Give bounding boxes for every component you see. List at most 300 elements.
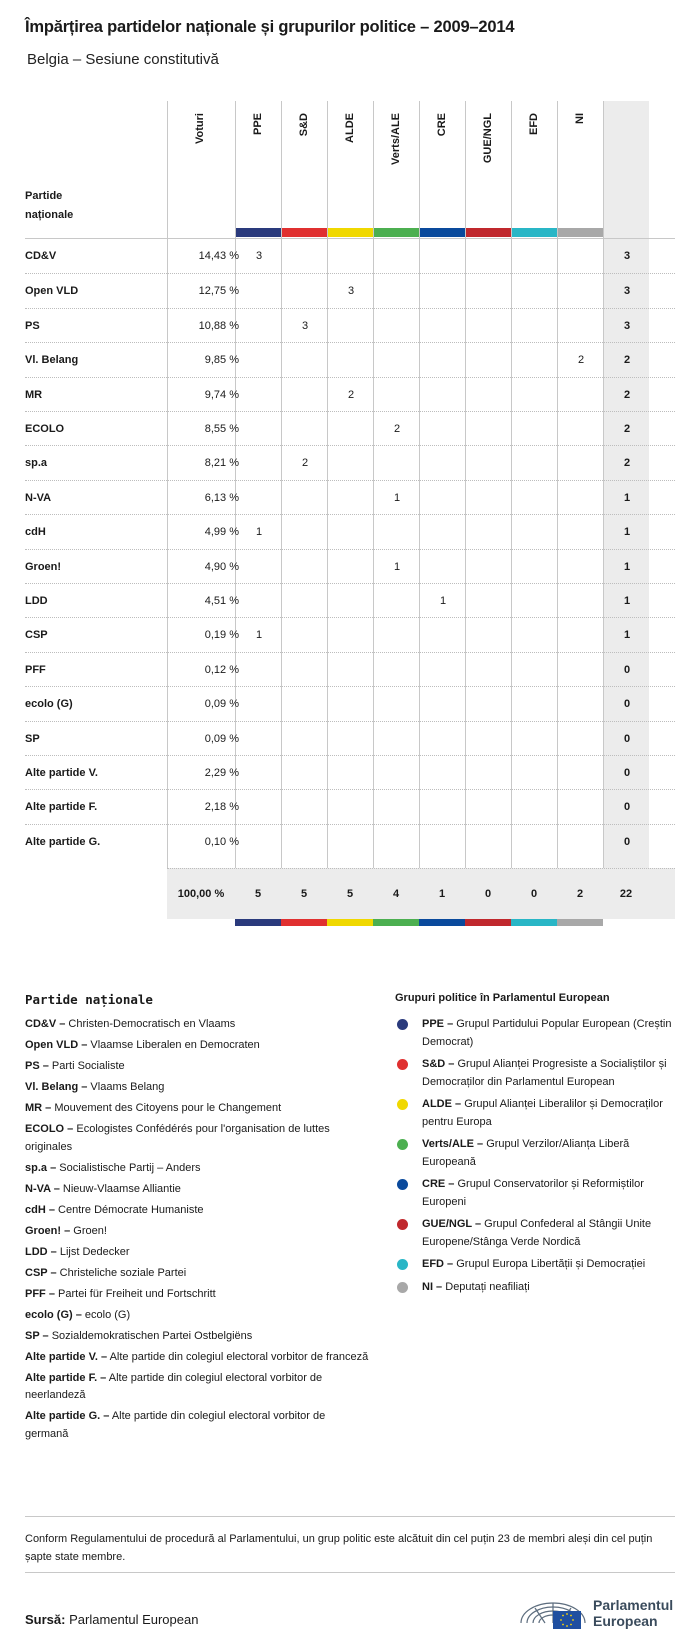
- vote-share: 8,55 %: [204, 423, 239, 435]
- european-parliament-hemicycle-icon: [517, 1593, 589, 1631]
- group-seats: [281, 274, 329, 309]
- group-seats: [281, 412, 329, 447]
- group-total-seats: 0: [484, 888, 492, 900]
- table-row: [25, 480, 675, 516]
- group-seats: [281, 790, 329, 825]
- group-seats: [327, 756, 375, 791]
- group-legend-item: [395, 1256, 680, 1274]
- group-seats: [557, 550, 605, 585]
- group-seats: [419, 515, 467, 550]
- votes-column-header-label: Voturi: [194, 113, 206, 144]
- party-legend-item: [25, 1244, 370, 1262]
- party-name: Alte partide F.: [25, 801, 98, 814]
- group-seats: 2: [301, 457, 309, 470]
- group-column-header: [327, 113, 375, 223]
- group-seats: [465, 274, 513, 309]
- group-seats: [327, 343, 375, 378]
- group-color-dot-icon: [397, 1019, 408, 1030]
- source: [25, 1612, 198, 1627]
- party-legend-abbr: PFF –: [25, 1287, 55, 1300]
- party-legend-abbr: cdH –: [25, 1203, 55, 1216]
- vote-share: 2,18 %: [204, 801, 239, 814]
- group-seats: [235, 343, 283, 378]
- group-seats: [281, 343, 329, 378]
- total-seats: 2: [623, 423, 631, 435]
- group-seats: 1: [393, 491, 401, 504]
- party-legend-item: [25, 1286, 370, 1304]
- group-seats: [281, 481, 329, 516]
- group-color-bar: [557, 228, 603, 237]
- group-seats: 3: [301, 319, 309, 332]
- group-seats: [557, 378, 605, 413]
- group-seats: [373, 790, 421, 825]
- party-name: N-VA: [25, 491, 52, 504]
- vote-share: 6,13 %: [204, 491, 239, 504]
- group-seats: [557, 653, 605, 688]
- party-legend-abbr: N-VA –: [25, 1182, 60, 1195]
- group-seats: [373, 378, 421, 413]
- group-seats: [281, 618, 329, 653]
- total-seats: 0: [623, 698, 631, 711]
- group-seats: [327, 515, 375, 550]
- group-total-seats: 4: [392, 888, 400, 900]
- group-seats: [235, 446, 283, 481]
- party-legend-name: Socialistische Partij – Anders: [59, 1161, 201, 1174]
- group-seats: [465, 687, 513, 722]
- party-legend-abbr: Alte partide V. –: [25, 1350, 108, 1363]
- party-legend-abbr: PS –: [25, 1060, 49, 1072]
- european-parliament-logo: [517, 1593, 677, 1631]
- group-total-seats: 5: [254, 888, 262, 900]
- party-name: Alte partide V.: [25, 767, 98, 779]
- vote-share: 14,43 %: [198, 250, 239, 262]
- group-seats: [327, 550, 375, 585]
- group-seats: [281, 378, 329, 413]
- party-name: cdH: [25, 526, 46, 539]
- party-name: Vl. Belang: [25, 354, 79, 367]
- group-legend-name: Grupul Alianței Progresiste a Socialiștilor și Democraților din Parlamentul European: [422, 1058, 667, 1088]
- group-legend-abbr: Verts/ALE –: [422, 1138, 484, 1150]
- party-legend-name: Ecologistes Confédérés pour l'organisation de luttes originales: [25, 1123, 330, 1153]
- group-seats: [327, 653, 375, 688]
- group-seats: [281, 584, 329, 619]
- group-seats: [465, 343, 513, 378]
- source-label: Sursă:: [25, 1612, 66, 1627]
- party-legend-name: Mouvement des Citoyens pour le Changement: [54, 1102, 282, 1114]
- group-seats: [235, 825, 283, 860]
- group-seats: [419, 756, 467, 791]
- group-color-bar: [465, 228, 511, 237]
- group-column-header: [281, 113, 329, 223]
- party-legend-name: Lijst Dedecker: [59, 1245, 130, 1258]
- page-title: Împărțirea partidelor naționale și grupurilor politice – 2009–2014: [25, 18, 515, 36]
- group-legend-item: [395, 1016, 680, 1051]
- group-seats: [419, 274, 467, 309]
- group-legend-abbr: GUE/NGL –: [422, 1218, 482, 1230]
- party-legend-abbr: ECOLO –: [25, 1123, 74, 1135]
- group-total-seats: 2: [576, 888, 584, 900]
- group-seats: [465, 825, 513, 860]
- footnote: Conform Regulamentului de procedură al Parlamentului, un grup politic este alcătuit din cel puțin 23 de membri aleși din cel puțin șapte state membre.: [25, 1533, 653, 1563]
- group-seats: [557, 274, 605, 309]
- group-seats: [557, 790, 605, 825]
- party-legend-abbr: SP –: [25, 1329, 49, 1342]
- total-votes: 100,00 %: [177, 888, 225, 900]
- group-seats: [419, 687, 467, 722]
- group-seats: 1: [255, 526, 263, 539]
- group-seats: [465, 722, 513, 757]
- group-seats: [465, 756, 513, 791]
- vote-share: 4,51 %: [204, 595, 239, 607]
- party-legend-item: [25, 1100, 370, 1118]
- group-seats: [419, 653, 467, 688]
- group-seats: [465, 515, 513, 550]
- group-total-seats: 0: [530, 888, 538, 900]
- table-row: [25, 583, 675, 619]
- note-divider: [25, 1516, 675, 1517]
- group-seats: [235, 790, 283, 825]
- group-seats: [465, 239, 513, 274]
- party-name: CSP: [25, 629, 48, 642]
- group-total-seats: 5: [346, 888, 354, 900]
- group-seats: [419, 790, 467, 825]
- group-column-header-label: S&D: [298, 113, 310, 137]
- group-seats: [235, 378, 283, 413]
- vote-share: 2,29 %: [204, 767, 239, 779]
- group-seats: [373, 239, 421, 274]
- group-seats: [511, 790, 559, 825]
- group-seats: 1: [255, 629, 263, 642]
- group-seats: [511, 653, 559, 688]
- vote-share: 0,19 %: [204, 629, 239, 642]
- vote-share: 12,75 %: [198, 285, 239, 298]
- group-legend-name: Grupul Europa Libertății și Democrației: [456, 1258, 646, 1270]
- group-seats: 2: [393, 423, 401, 435]
- group-seats: [557, 309, 605, 344]
- votes-column-header: [177, 113, 225, 223]
- total-seats: 0: [623, 663, 631, 676]
- group-column-header: [557, 113, 605, 223]
- total-seats: 2: [623, 457, 631, 470]
- total-seats: 0: [623, 767, 631, 779]
- group-legend-abbr: CRE –: [422, 1178, 455, 1190]
- table-row: [25, 342, 675, 378]
- group-legend-abbr: EFD –: [422, 1258, 454, 1270]
- group-seats: [373, 343, 421, 378]
- group-seats: [373, 756, 421, 791]
- group-column-header-label: GUE/NGL: [482, 113, 494, 164]
- group-seats: [235, 653, 283, 688]
- group-seats: [465, 550, 513, 585]
- party-name: PFF: [25, 663, 46, 676]
- group-legend: [395, 992, 680, 1301]
- group-seats: [511, 274, 559, 309]
- group-seats: [419, 550, 467, 585]
- vote-share: 0,09 %: [204, 698, 239, 711]
- group-total-seats: 1: [438, 888, 446, 900]
- table-row: [25, 273, 675, 309]
- party-legend-abbr: Alte partide F. –: [25, 1371, 107, 1384]
- vote-share: 0,10 %: [204, 835, 239, 848]
- group-seats: [281, 722, 329, 757]
- party-name: CD&V: [25, 250, 57, 262]
- group-seats: [511, 378, 559, 413]
- total-seats: 1: [623, 560, 631, 573]
- group-seats: [419, 343, 467, 378]
- group-seats: [327, 239, 375, 274]
- group-seats: [557, 618, 605, 653]
- party-legend-name: Sozialdemokratischen Partei Ostbelgiëns: [51, 1329, 253, 1342]
- party-legend-abbr: ecolo (G) –: [25, 1308, 82, 1321]
- table-row: [25, 617, 675, 653]
- group-seats: [235, 309, 283, 344]
- group-legend-name: Grupul Partidului Popular European (Creștin Democrat): [422, 1018, 672, 1048]
- group-seats: [281, 550, 329, 585]
- total-seats: 1: [623, 526, 631, 539]
- group-legend-abbr: S&D –: [422, 1058, 455, 1070]
- party-legend-abbr: Open VLD –: [25, 1039, 88, 1051]
- party-legend-item: [25, 1349, 370, 1367]
- group-color-dot-icon: [397, 1219, 408, 1230]
- group-seats: [235, 584, 283, 619]
- total-seats: 3: [623, 319, 631, 332]
- group-seats: [281, 687, 329, 722]
- group-seats: [557, 756, 605, 791]
- group-seats: [327, 687, 375, 722]
- group-column-header-label: PPE: [252, 113, 264, 136]
- group-seats: [235, 412, 283, 447]
- group-color-dot-icon: [397, 1059, 408, 1070]
- group-seats: [511, 309, 559, 344]
- group-color-bar: [373, 228, 419, 237]
- group-seats: 1: [393, 560, 401, 573]
- group-seats: [557, 687, 605, 722]
- group-legend-item: [395, 1176, 680, 1211]
- group-seats: [511, 756, 559, 791]
- group-column-header-label: EFD: [528, 113, 540, 135]
- table-row: [25, 721, 675, 757]
- group-seats: [281, 756, 329, 791]
- total-seats: 0: [623, 835, 631, 848]
- group-seats: [557, 446, 605, 481]
- group-color-dot-icon: [397, 1139, 408, 1150]
- group-seats: 3: [347, 285, 355, 298]
- group-seats: [511, 343, 559, 378]
- party-name: SP: [25, 732, 40, 745]
- party-legend-abbr: CSP –: [25, 1266, 57, 1279]
- logo-line1: Parlamentul: [593, 1597, 674, 1613]
- party-name: Groen!: [25, 560, 62, 573]
- group-seats: [465, 481, 513, 516]
- party-name: sp.a: [25, 457, 48, 470]
- group-seats: [373, 722, 421, 757]
- source-value: Parlamentul European: [69, 1612, 199, 1627]
- group-legend-name: Grupul Confederal al Stângii Unite Europene/Stânga Verde Nordică: [422, 1218, 652, 1248]
- group-seats: [373, 618, 421, 653]
- group-column-header: [373, 113, 421, 223]
- group-seats: [465, 790, 513, 825]
- group-seats: [373, 653, 421, 688]
- page-subtitle: Belgia – Sesiune constitutivă: [27, 51, 219, 68]
- group-seats: [373, 687, 421, 722]
- group-legend-abbr: NI –: [422, 1280, 443, 1293]
- group-seats: [373, 309, 421, 344]
- group-seats: [327, 446, 375, 481]
- group-seats: [373, 515, 421, 550]
- group-legend-item: [395, 1279, 680, 1297]
- party-legend-abbr: MR –: [25, 1102, 52, 1114]
- vote-share: 10,88 %: [198, 319, 239, 332]
- group-seats: [327, 825, 375, 860]
- source-divider: [25, 1572, 675, 1573]
- party-legend-name: Alte partide din colegiul electoral vorbitor de neerlandeză: [25, 1371, 323, 1401]
- group-seats: [373, 446, 421, 481]
- group-seats: [511, 446, 559, 481]
- party-name: LDD: [25, 595, 48, 607]
- total-seats: 3: [623, 285, 631, 298]
- table-row: [25, 514, 675, 550]
- table-row: [25, 549, 675, 585]
- group-seats: 2: [347, 388, 355, 401]
- party-legend-item: [25, 1160, 370, 1178]
- group-seats: [557, 239, 605, 274]
- group-seats: [419, 722, 467, 757]
- group-seats: [327, 584, 375, 619]
- group-color-bar: [327, 228, 373, 237]
- party-name: ecolo (G): [25, 698, 73, 711]
- group-color-bar: [419, 228, 465, 237]
- total-seats: 3: [623, 250, 631, 262]
- group-seats: [419, 378, 467, 413]
- total-seats: 1: [623, 595, 631, 607]
- total-seats: 2: [623, 354, 631, 367]
- party-legend-name: Christen-Democratisch en Vlaams: [68, 1018, 236, 1030]
- party-legend-abbr: Alte partide G. –: [25, 1410, 110, 1422]
- group-seats: [511, 687, 559, 722]
- party-legend-item: [25, 1058, 370, 1076]
- table-row: [25, 308, 675, 344]
- vote-share: 9,74 %: [204, 388, 239, 401]
- group-seats: [511, 825, 559, 860]
- grand-total-seats: 22: [619, 888, 633, 900]
- group-column-header-label: NI: [574, 113, 586, 124]
- party-legend: [25, 992, 370, 1447]
- total-seats: 0: [623, 801, 631, 814]
- group-color-bar: [235, 228, 281, 237]
- table-row: [25, 239, 675, 274]
- group-seats: [419, 412, 467, 447]
- group-seats: [557, 481, 605, 516]
- party-name: Open VLD: [25, 285, 79, 298]
- group-seats: [235, 550, 283, 585]
- group-seats: [511, 515, 559, 550]
- group-seats: [419, 618, 467, 653]
- party-legend-item: [25, 1223, 370, 1241]
- party-legend-name: Groen!: [73, 1224, 107, 1237]
- group-color-dot-icon: [397, 1099, 408, 1110]
- group-seats: [327, 309, 375, 344]
- group-seats: [511, 618, 559, 653]
- group-legend-abbr: PPE –: [422, 1018, 454, 1030]
- party-legend-item: [25, 1202, 370, 1220]
- party-name: MR: [25, 388, 43, 401]
- party-legend-item: [25, 1408, 370, 1443]
- group-seats: [235, 722, 283, 757]
- table-row: [25, 789, 675, 825]
- group-seats: 3: [255, 250, 263, 262]
- group-seats: [327, 481, 375, 516]
- total-seats: 1: [623, 491, 631, 504]
- group-color-bar: [511, 228, 557, 237]
- group-seats: [327, 618, 375, 653]
- total-seats: 2: [623, 388, 631, 401]
- party-legend-item: [25, 1121, 370, 1156]
- totals-row: [167, 868, 675, 919]
- group-seats: [419, 239, 467, 274]
- group-seats: [235, 274, 283, 309]
- party-legend-item: [25, 1037, 370, 1055]
- group-color-dot-icon: [397, 1282, 408, 1293]
- party-name: PS: [25, 319, 40, 332]
- group-seats: [281, 653, 329, 688]
- party-legend-abbr: Groen! –: [25, 1224, 71, 1237]
- group-seats: [281, 239, 329, 274]
- group-column-header-label: Verts/ALE: [390, 113, 402, 165]
- party-legend-item: [25, 1016, 370, 1034]
- group-column-header: [511, 113, 559, 223]
- party-legend-name: Vlaams Belang: [90, 1081, 165, 1093]
- party-legend-name: Nieuw-Vlaamse Alliantie: [62, 1182, 181, 1195]
- group-column-header: [419, 113, 467, 223]
- table-row: [25, 686, 675, 722]
- party-legend-name: Partei für Freiheit und Fortschritt: [58, 1287, 216, 1300]
- group-color-bar: [281, 228, 327, 237]
- group-legend-name: Grupul Alianței Liberalilor și Democraților pentru Europa: [422, 1098, 663, 1128]
- group-legend-name: Deputați neafiliați: [445, 1280, 530, 1293]
- group-seats: [557, 515, 605, 550]
- party-legend-item: [25, 1265, 370, 1283]
- group-seats: [235, 481, 283, 516]
- party-legend-abbr: sp.a –: [25, 1161, 57, 1174]
- group-seats: [511, 239, 559, 274]
- party-legend-item: [25, 1328, 370, 1346]
- vote-share: 4,99 %: [204, 526, 239, 539]
- party-legend-item: [25, 1307, 370, 1325]
- party-legend-title: Partide naționale: [25, 992, 153, 1007]
- party-name: ECOLO: [25, 423, 65, 435]
- group-seats: [373, 825, 421, 860]
- group-seats: [235, 687, 283, 722]
- group-seats: [511, 412, 559, 447]
- table-row: [25, 755, 675, 791]
- group-seats: [511, 481, 559, 516]
- group-total-seats: 5: [300, 888, 308, 900]
- party-legend-name: Parti Socialiste: [51, 1060, 125, 1072]
- group-column-header: [235, 113, 283, 223]
- group-seats: [511, 584, 559, 619]
- group-seats: [419, 825, 467, 860]
- party-legend-name: Christeliche soziale Partei: [59, 1266, 187, 1279]
- group-legend-item: [395, 1096, 680, 1131]
- party-legend-name: ecolo (G): [84, 1308, 131, 1321]
- party-legend-item: [25, 1079, 370, 1097]
- group-seats: [465, 653, 513, 688]
- group-seats: [511, 722, 559, 757]
- group-seats: [419, 446, 467, 481]
- group-seats: [557, 584, 605, 619]
- party-legend-name: Alte partide din colegiul electoral vorbitor de franceză: [109, 1350, 369, 1363]
- table-row: [25, 445, 675, 481]
